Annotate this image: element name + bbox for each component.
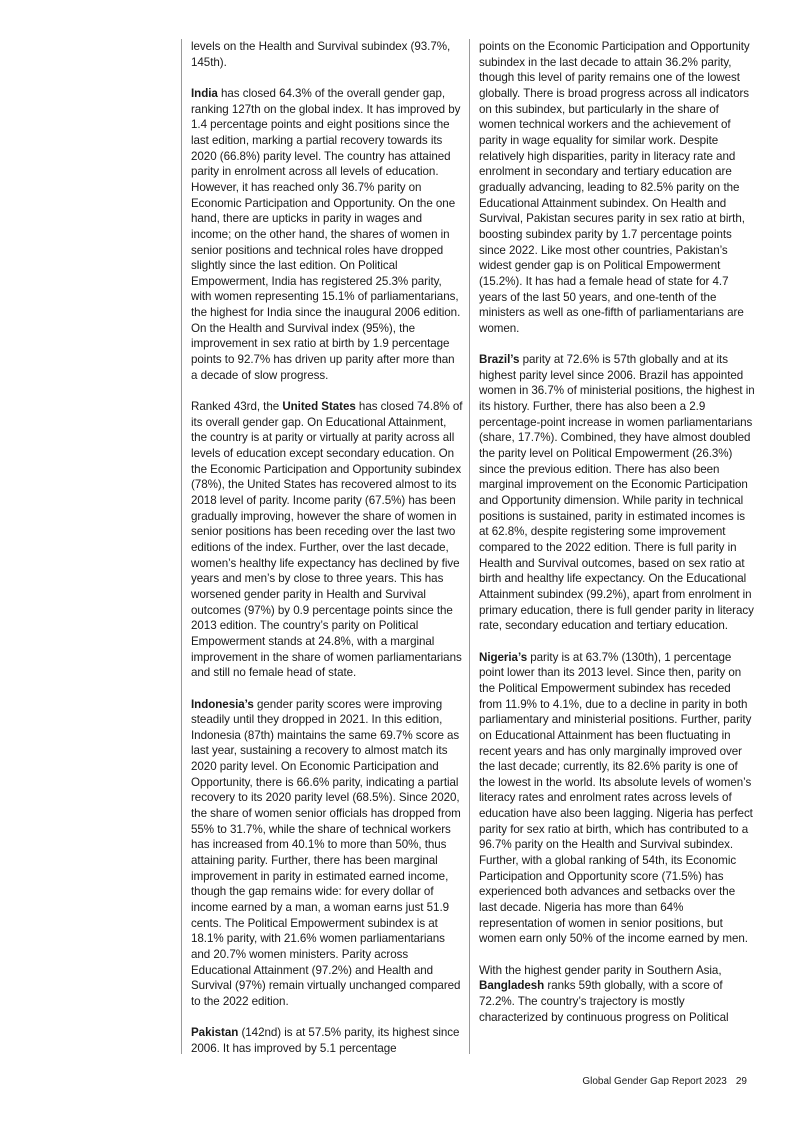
paragraph-bangladesh-continued (191, 39, 464, 70)
paragraph-india (191, 86, 464, 383)
paragraph-text: (142nd) is at 57.5% parity, its highest since 2006. It has improved by 5.1 percentage (191, 1026, 460, 1055)
country-name-united-states: United States (282, 400, 356, 414)
paragraph-pakistan-continued (479, 39, 756, 336)
country-name-brazil: Brazil’s (479, 353, 520, 367)
page-number: 29 (735, 1076, 747, 1087)
country-name-indonesia: Indonesia’s (191, 697, 254, 711)
paragraph-nigeria (479, 650, 756, 947)
paragraph-lead: Ranked 43rd, the (191, 400, 283, 414)
paragraph-text: parity at 72.6% is 57th globally and at its highest parity level since 2006. Brazil has appointed women in 36.7% of ministerial positions, the highest in its history. Further, there has also been a 2.9 percentage-point increase in women parliamentarians (share, 17.7%). Combined, they have almost doubled the parity level on Political Empowerment (26.3%) since the previous edition. There has also been marginal improvement on the Economic Participation and Opportunity dimension. While parity in technical positions is sustained, parity in estimated incomes is at 62.8%, despite registering some improvement compared to the 2022 edition. There is full parity in Health and Survival outcomes, based on sex ratio at birth and healthy life expectancy. On the Educational Attainment subindex (99.2%), apart from enrolment in primary education, there is full gender parity in literacy rate, secondary education and tertiary education. (479, 353, 755, 633)
page-footer (582, 1076, 747, 1088)
report-title: Global Gender Gap Report 2023 (582, 1076, 727, 1087)
paragraph-pakistan (191, 1025, 464, 1056)
paragraph-brazil (479, 352, 756, 634)
paragraph-united-states (191, 399, 464, 681)
paragraph-text: has closed 64.3% of the overall gender gap, ranking 127th on the global index. It has improved by 1.4 percentage points and eight positions since the last edition, marking a partial recovery towards its 2020 (66.8%) parity level. The country has attained parity in enrolment across all levels of education. However, it has reached only 36.7% parity on Economic Participation and Opportunity. On the one hand, there are upticks in parity in wages and income; on the other hand, the shares of women in senior positions and technical roles have dropped slightly since the last edition. On Political Empowerment, India has registered 25.3% parity, with women representing 15.1% of parliamentarians, the highest for India since the inaugural 2006 edition. On the Health and Survival index (95%), the improvement in sex ratio at birth by 1.9 percentage points to 92.7% has driven up parity after more than a decade of slow progress. (191, 86, 461, 382)
paragraph-text: points on the Economic Participation and Opportunity subindex in the last decade to attain 36.2% parity, though this level of parity remains one of the lowest globally. There is broad progress across all indicators on this subindex, but particularly in the share of women technical workers and the achievement of parity in wage equality for similar work. Despite relatively high disparities, parity in literacy rate and enrolment in secondary and tertiary education are gradually advancing, leading to 82.5% parity on the Educational Attainment subindex. On Health and Survival, Pakistan secures parity in sex ratio at birth, boosting subindex parity by 1.7 percentage points since 2022. Like most other countries, Pakistan’s widest gender gap is on Political Empowerment (15.2%). It has had a female head of state for 4.7 years of the last 50 years, and one-tenth of the ministers as well as one-fifth of parliamentarians are women. (479, 40, 750, 335)
country-name-nigeria: Nigeria’s (479, 650, 528, 664)
country-name-bangladesh: Bangladesh (479, 979, 545, 993)
paragraph-text: parity is at 63.7% (130th), 1 percentage point lower than its 2013 level. Since then, parity on the Political Empowerment subindex has receded from 11.9% to 4.1%, due to a decline in parity in both parliamentary and ministerial positions. Further, parity on Educational Attainment has been fluctuating in recent years and has only marginally improved over the last decade; currently, its 82.6% parity is one of the lowest in the world. Its absolute levels of women’s literacy rates and enrolment rates across levels of education have also been lagging. Nigeria has perfect parity for sex ratio at birth, which has contributed to a 96.7% parity on the Health and Survival subindex. Further, with a global ranking of 54th, its Economic Participation and Opportunity score (71.5%) has experienced both advances and setbacks over the last decade. Nigeria has more than 64% representation of women in senior positions, but women earn only 50% of the income earned by men. (479, 650, 753, 946)
paragraph-indonesia (191, 697, 464, 1010)
paragraph-lead: With the highest gender parity in Southern Asia, (479, 963, 722, 977)
paragraph-text: levels on the Health and Survival subindex (93.7%, 145th). (191, 40, 451, 69)
right-column (469, 39, 756, 1054)
paragraph-text: ranks 59th globally, with a score of 72.2%. The country’s trajectory is mostly characterized by continuous progress on Political (479, 979, 729, 1024)
paragraph-bangladesh (479, 963, 756, 1026)
paragraph-text: has closed 74.8% of its overall gender gap. On Educational Attainment, the country is at parity or virtually at parity across all levels of education except secondary education. On the Economic Participation and Opportunity subindex (78%), the United States has recovered almost to its 2018 level of parity. Income parity (67.5%) has been gradually improving, however the share of women in senior positions has been receding over the last two editions of the index. Further, over the last decade, women’s healthy life expectancy has declined by five years and men’s by close to three years. This has worsened gender parity in Health and Survival outcomes (97%) by 0.9 percentage points since the 2013 edition. The country’s parity on Political Empowerment stands at 24.8%, with a marginal improvement in the share of women parliamentarians and still no female head of state. (191, 400, 463, 680)
paragraph-text: gender parity scores were improving steadily until they dropped in 2021. In this edition, Indonesia (87th) maintains the same 69.7% score as last year, sustaining a recovery to almost match its 2020 parity level. On Economic Participation and Opportunity, there is 66.6% parity, indicating a partial recovery to its 2020 parity level (68.5%). Since 2020, the share of women senior officials has dropped from 55% to 31.7%, while the share of technical workers has increased from 40.1% to more than 50%, thus attaining parity. Further, there has been marginal improvement in parity in estimated earned income, though the gap remains wide: for every dollar of income earned by a man, a woman earns just 51.9 cents. The Political Empowerment subindex is at 18.1% parity, with 21.6% women parliamentarians and 20.7% women ministers. Parity across Educational Attainment (97.2%) and Health and Survival (97%) remain virtually unchanged compared to the 2022 edition. (191, 697, 461, 1008)
country-name-pakistan: Pakistan (191, 1026, 239, 1040)
left-column (181, 39, 464, 1054)
country-name-india: India (191, 86, 218, 100)
